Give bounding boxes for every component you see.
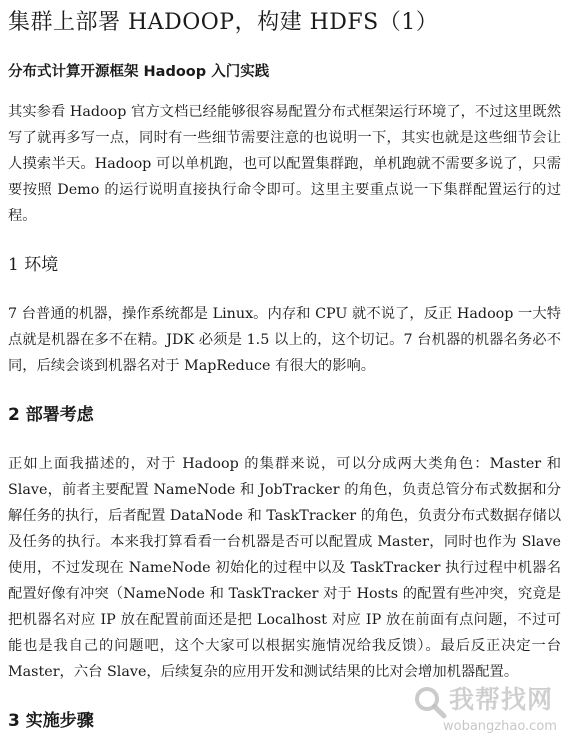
section-body-environment: 7 台普通的机器，操作系统都是 Linux。内存和 CPU 就不说了，反正 Hadoop 一大特点就是机器在多不在精。JDK 必须是 1.5 以上的，这个切记。7 台机器的机器名务必不同，后续会谈到机器名对于 MapReduce 有很大的影响。: [8, 306, 561, 374]
intro-paragraph: 其实参看 Hadoop 官方文档已经能够很容易配置分布式框架运行环境了，不过这里既然写了就再多写一点，同时有一些细节需要注意的也说明一下，其实也就是这些细节会让人摸索半天。Hadoop 可以单机跑，也可以配置集群跑，单机跑就不需要多说了，只需要按照 Demo 的运行说明直接执行命令即可。这里主要重点说一下集群配置运行的过程。: [8, 104, 561, 224]
watermark-text-cn: 我帮找网: [449, 685, 554, 714]
section-heading-deployment: 2 部署考虑: [8, 405, 94, 425]
document-title: 集群上部署 HADOOP，构建 HDFS（1）: [8, 10, 439, 35]
section-heading-implementation: 3 实施步骤: [8, 711, 94, 731]
watermark-text-en: wobangzhao.com: [443, 719, 557, 734]
document-subtitle: 分布式计算开源框架 Hadoop 入门实践: [8, 64, 270, 80]
section-body-deployment: 正如上面我描述的，对于 Hadoop 的集群来说，可以分成两大类角色：Master 和 Slave，前者主要配置 NameNode 和 JobTracker 的角色，负责总管分布式数据和分解任务的执行，后者配置 DataNode 和 TaskTracker 的角色，负责分布式数据存储以及任务的执行。本来我打算看看一台机器是否可以配置成 Master，同时也作为 Slave 使用，不过发现在 NameNode 初始化的过程中以及 TaskTracker 执行过程中机器名配置好像有冲突（NameNode 和 TaskTracker 对于 Hosts 的配置有些冲突，究竟是把机器名对应 IP 放在配置前面还是把 Localhost 对应 IP 放在前面有点问题，不过可能也是我自己的问题吧，这个大家可以根据实施情况给我反馈）。最后反正决定一台 Master，六台 Slave，后续复杂的应用开发和测试结果的比对会增加机器配置。: [8, 456, 561, 680]
document-page: [8, 0, 561, 733]
section-heading-environment: 1 环境: [8, 255, 59, 275]
